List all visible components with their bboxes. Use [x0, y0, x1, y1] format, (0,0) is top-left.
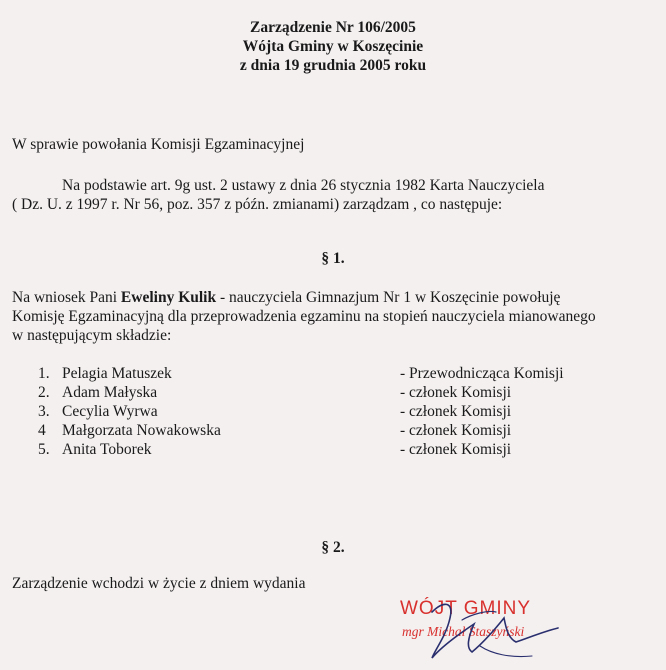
stamp-name: mgr Michał Staszyński — [402, 624, 525, 639]
member-name: Anita Toborek — [62, 441, 152, 458]
list-item — [38, 383, 638, 402]
legal-basis-line-2: ( Dz. U. z 1997 r. Nr 56, poz. 357 z późn. zmianami) zarządzam , co następuje: — [12, 196, 503, 213]
member-name: Małgorzata Nowakowska — [62, 422, 221, 439]
member-name: Pelagia Matuszek — [62, 365, 172, 382]
signature-icon — [392, 598, 602, 670]
issue-date: z dnia 19 grudnia 2005 roku — [239, 57, 427, 74]
legal-basis-line-1: Na podstawie art. 9g ust. 2 ustawy z dnia 26 stycznia 1982 Karta Nauczyciela — [62, 177, 545, 194]
section-2-text: Zarządzenie wchodzi w życie z dniem wydania — [12, 575, 306, 592]
commission-members-list — [38, 364, 638, 459]
request-prefix: Na wniosek Pani — [12, 289, 121, 306]
member-role: - członek Komisji — [400, 384, 512, 401]
member-role: - członek Komisji — [400, 422, 512, 439]
requester-name: Eweliny Kulik — [120, 289, 217, 306]
member-number: 1. — [38, 365, 50, 382]
ordinance-number: Zarządzenie Nr 106/2005 — [250, 19, 416, 36]
section-1-heading: § 1. — [321, 250, 345, 267]
member-number: 5. — [38, 441, 50, 458]
list-item — [38, 440, 638, 459]
member-number: 4 — [38, 422, 46, 439]
section-1-line-3: w następującym składzie: — [12, 327, 172, 344]
legal-basis — [12, 176, 545, 214]
member-role: - członek Komisji — [400, 403, 512, 420]
section-1-paragraph — [12, 288, 596, 345]
request-suffix: - nauczyciela Gimnazjum Nr 1 w Koszęcinie powołuję — [216, 289, 561, 306]
member-role: - Przewodnicząca Komisji — [400, 365, 564, 382]
list-item — [38, 364, 638, 383]
section-1-line-2: Komisję Egzaminacyjną dla przeprowadzenia egzaminu na stopień nauczyciela mianowanego — [12, 308, 596, 325]
subject-line: W sprawie powołania Komisji Egzaminacyjnej — [12, 136, 305, 153]
member-name: Adam Małyska — [62, 384, 158, 401]
document-header — [0, 18, 666, 75]
section-1-line-1 — [12, 288, 596, 307]
section-2-heading: § 2. — [321, 539, 345, 556]
member-number: 3. — [38, 403, 50, 420]
official-stamp — [392, 598, 602, 670]
list-item — [38, 402, 638, 421]
member-number: 2. — [38, 384, 50, 401]
list-item — [38, 421, 638, 440]
issuing-authority: Wójta Gminy w Koszęcinie — [242, 38, 424, 55]
member-role: - członek Komisji — [400, 441, 512, 458]
member-name: Cecylia Wyrwa — [62, 403, 158, 420]
stamp-title: WÓJT GMINY — [400, 598, 532, 619]
